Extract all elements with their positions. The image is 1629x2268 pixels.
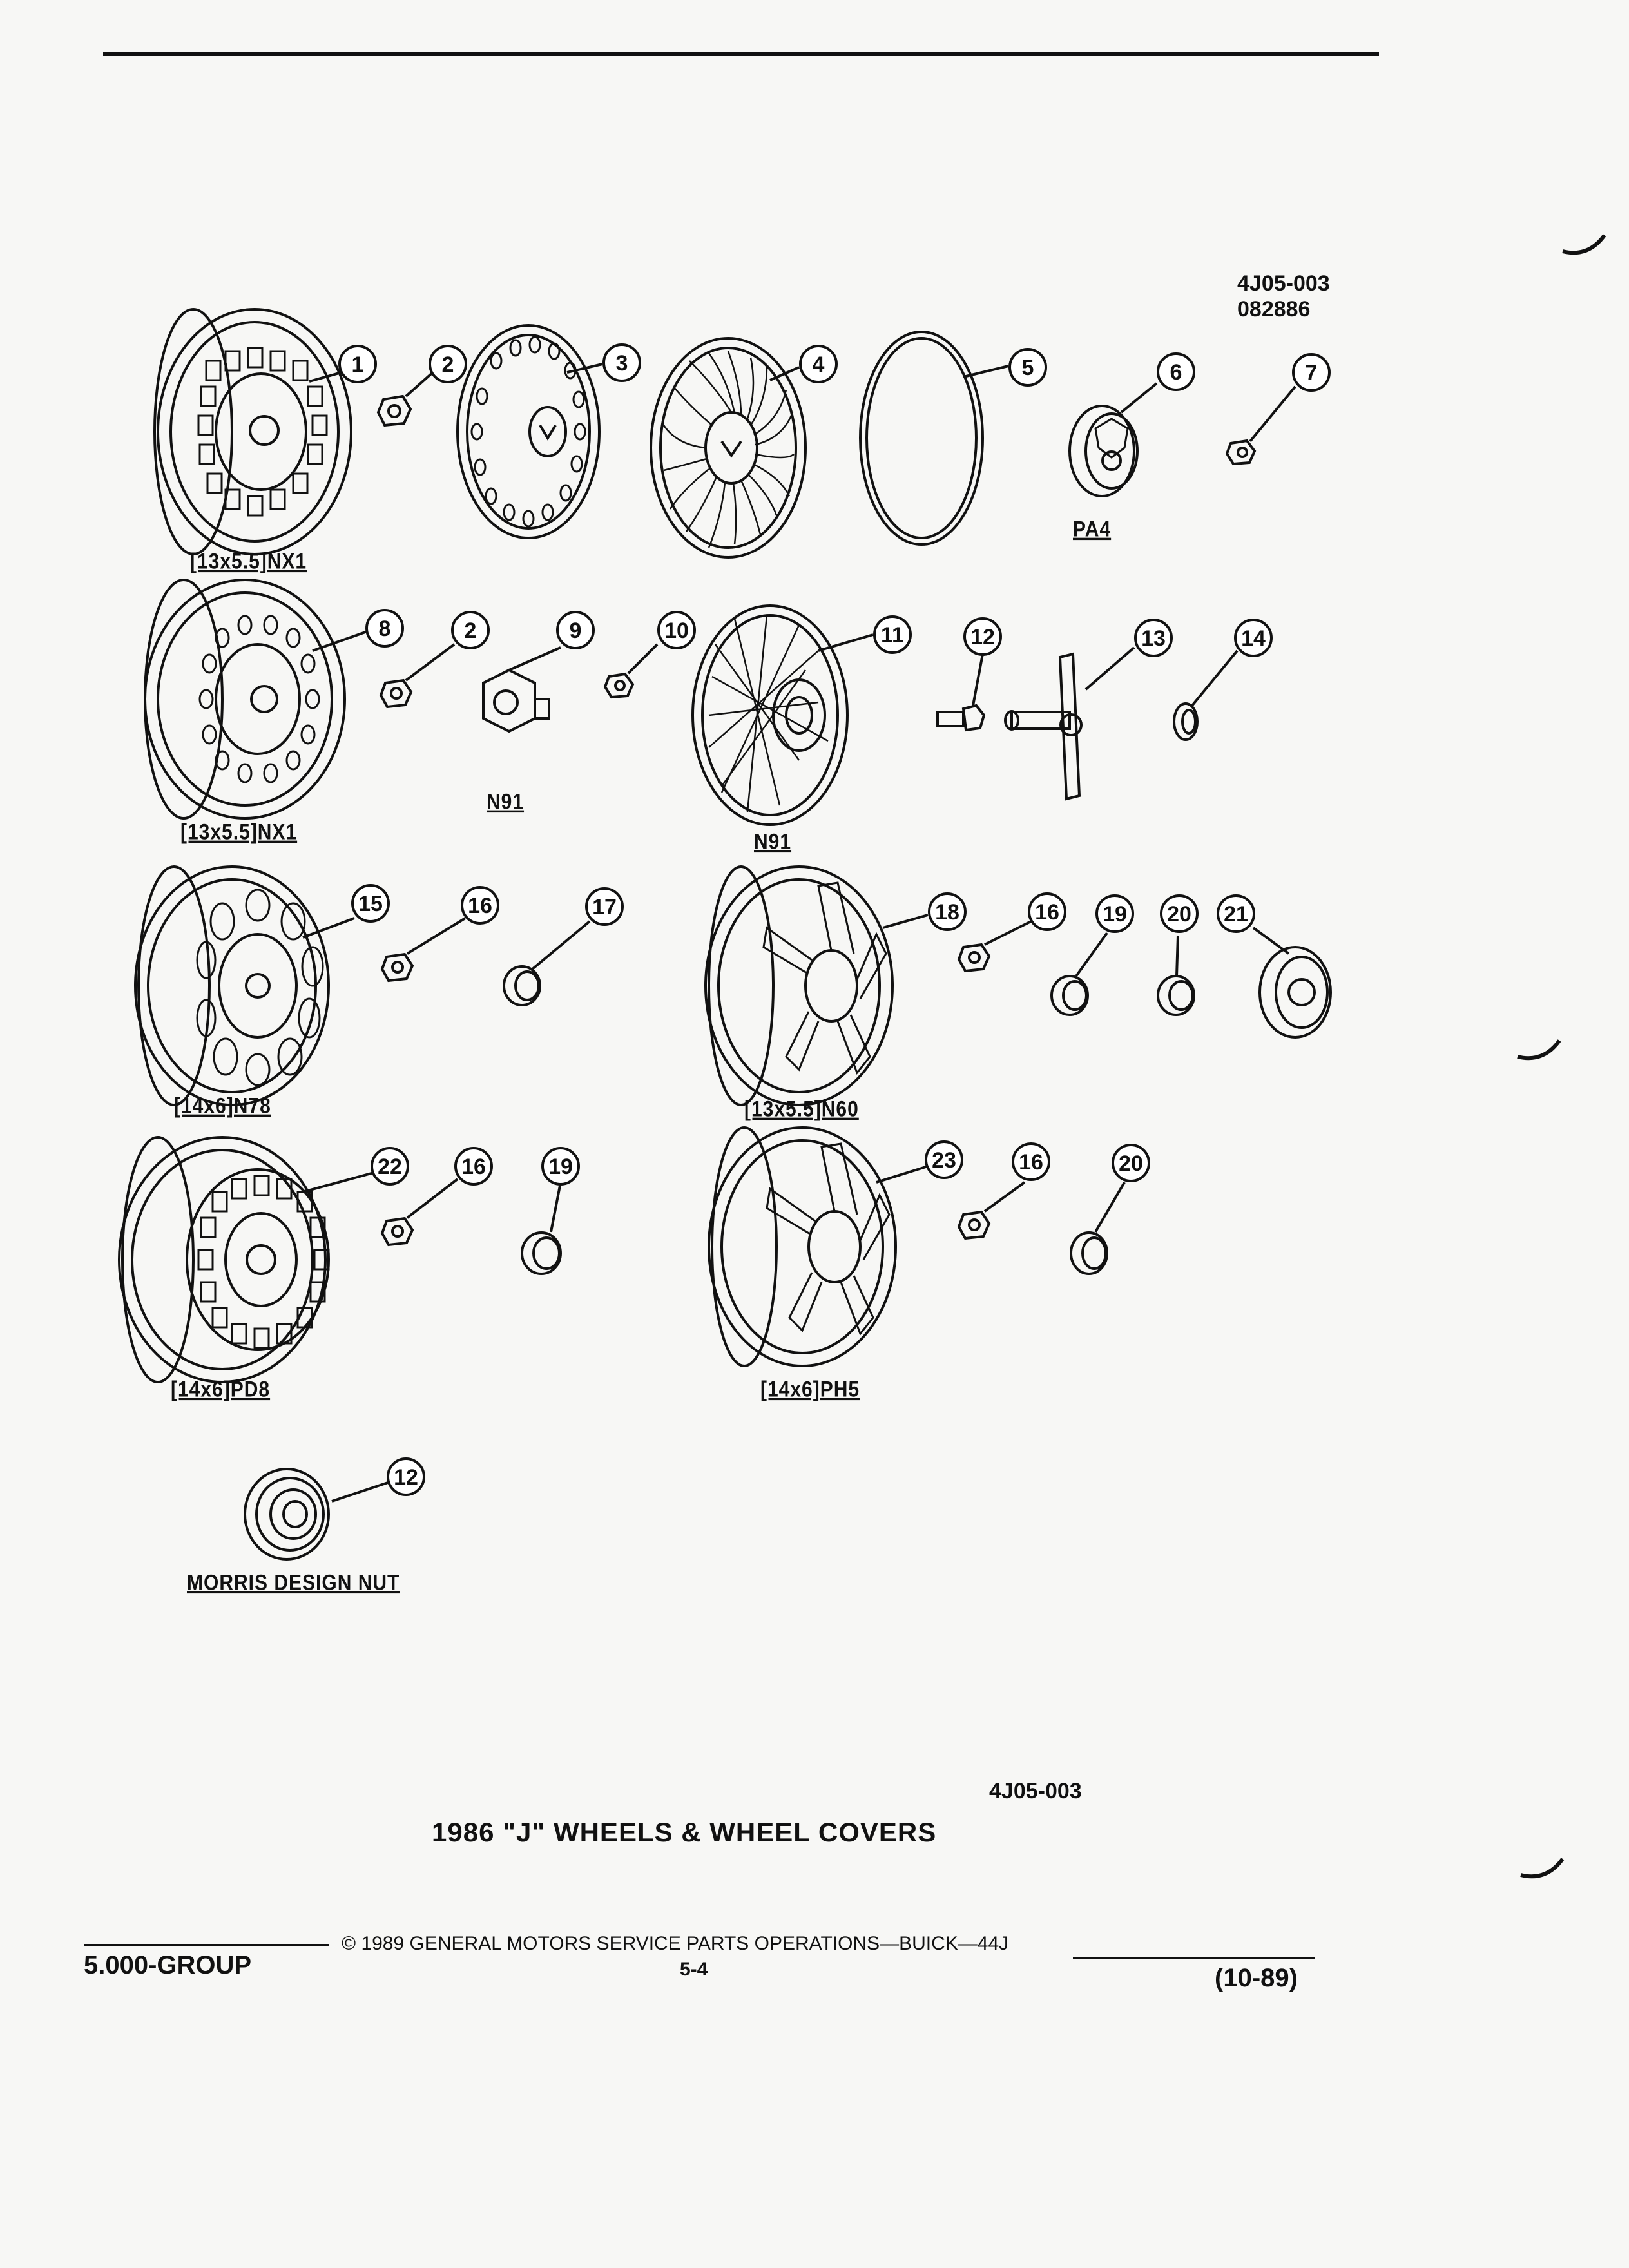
svg-text:9: 9 — [569, 619, 582, 643]
svg-text:3: 3 — [615, 351, 628, 376]
svg-text:22: 22 — [378, 1155, 402, 1179]
callout-19b — [543, 1148, 579, 1184]
svg-text:4: 4 — [812, 352, 825, 377]
wheel-18 — [706, 867, 928, 1105]
figure-code: 4J05-003 — [1237, 271, 1330, 296]
svg-text:16: 16 — [461, 1155, 486, 1179]
lock-nut-9 — [483, 648, 561, 731]
svg-text:2: 2 — [464, 619, 477, 643]
hub-cap-21 — [1253, 928, 1331, 1037]
trim-ring-5 — [860, 332, 1008, 544]
callout-17 — [586, 889, 622, 925]
callout-1 — [340, 346, 376, 382]
callout-13 — [1135, 620, 1171, 656]
callout-5 — [1010, 349, 1046, 385]
nut-16d — [959, 1182, 1025, 1238]
svg-text:12: 12 — [394, 1465, 418, 1490]
svg-text:7: 7 — [1305, 361, 1318, 385]
wire-wheel-cover-11 — [693, 606, 873, 825]
svg-text:8: 8 — [378, 617, 391, 641]
page-number: 5-4 — [680, 1959, 708, 1980]
center-cap-20b — [1071, 1182, 1124, 1274]
center-cap-19 — [1052, 933, 1107, 1015]
option-label: N91 — [754, 829, 792, 854]
svg-text:2: 2 — [441, 352, 454, 377]
option-label: [13x5.5]NX1 — [180, 820, 298, 845]
svg-text:13: 13 — [1141, 626, 1166, 651]
svg-text:23: 23 — [932, 1148, 956, 1173]
nut-2 — [378, 370, 435, 425]
hub-cap-6 — [1070, 383, 1157, 496]
wrench-13 — [1005, 648, 1134, 799]
callout-18 — [929, 894, 965, 930]
callout-7 — [1293, 354, 1329, 390]
callout-20b — [1113, 1145, 1149, 1181]
callout-9 — [557, 612, 593, 648]
option-label: PA4 — [1073, 517, 1112, 542]
option-label: [14x6]N78 — [174, 1093, 271, 1119]
section-group: 5.000-GROUP — [84, 1951, 252, 1979]
option-label: N91 — [487, 789, 525, 814]
svg-text:18: 18 — [935, 900, 959, 925]
svg-text:11: 11 — [881, 623, 904, 648]
callout-20 — [1161, 896, 1197, 932]
svg-text:15: 15 — [358, 892, 383, 916]
callout-12b — [388, 1459, 424, 1495]
option-label: [13x5.5]NX1 — [190, 549, 307, 574]
svg-text:12: 12 — [970, 625, 995, 649]
option-label: [14x6]PD8 — [171, 1377, 271, 1402]
binding-mark — [1514, 1031, 1566, 1070]
figure-code-bottom: 4J05-003 — [989, 1779, 1082, 1803]
callout-21 — [1218, 896, 1254, 932]
callout-4 — [800, 346, 836, 382]
footer-rule-right — [1073, 1957, 1315, 1959]
figure-date-code: 082886 — [1237, 297, 1311, 322]
wheel-cover-3 — [458, 325, 602, 538]
center-cap-20 — [1158, 936, 1194, 1015]
callout-2 — [430, 346, 466, 382]
copyright-notice: © 1989 GENERAL MOTORS SERVICE PARTS OPERATIONS—BUICK—44J — [342, 1933, 1009, 1954]
callout-2b — [452, 612, 488, 648]
wheel-15 — [135, 867, 354, 1105]
center-cap-19b — [522, 1182, 561, 1274]
callout-22 — [372, 1148, 408, 1184]
callout-3 — [604, 345, 640, 381]
svg-text:20: 20 — [1119, 1151, 1143, 1176]
lock-bolt-12 — [938, 654, 984, 730]
wheel-1 — [155, 309, 351, 554]
svg-text:21: 21 — [1224, 902, 1248, 927]
binding-mark — [1559, 226, 1611, 264]
option-label: [13x5.5]N60 — [744, 1097, 859, 1122]
nut-16b — [959, 921, 1031, 971]
binding-mark — [1518, 1849, 1569, 1888]
nut-16c — [382, 1179, 458, 1245]
svg-text:20: 20 — [1167, 902, 1191, 927]
callout-15 — [352, 885, 389, 921]
callout-16d — [1013, 1144, 1049, 1180]
svg-text:1: 1 — [351, 352, 364, 377]
revision-date: (10-89) — [1215, 1964, 1298, 1992]
nut-2b — [381, 644, 454, 707]
nut-10 — [605, 644, 657, 697]
svg-text:19: 19 — [548, 1155, 573, 1179]
option-label: [14x6]PH5 — [760, 1377, 860, 1402]
center-cap-17 — [504, 921, 590, 1005]
svg-text:17: 17 — [592, 895, 617, 919]
footer-rule-left — [84, 1944, 329, 1946]
svg-text:16: 16 — [468, 894, 492, 918]
callout-6 — [1158, 354, 1194, 390]
callout-11 — [874, 617, 911, 653]
callout-16a — [462, 887, 498, 923]
morris-design-nut — [245, 1469, 390, 1559]
callout-14 — [1235, 620, 1271, 656]
callout-10 — [659, 612, 695, 648]
callout-23 — [926, 1142, 962, 1178]
callout-16b — [1029, 894, 1065, 930]
svg-text:16: 16 — [1019, 1150, 1043, 1175]
nut-16a — [382, 918, 465, 981]
wheel-23 — [709, 1128, 928, 1366]
callout-8 — [367, 610, 403, 646]
svg-text:5: 5 — [1021, 356, 1034, 380]
nut-7 — [1227, 387, 1295, 464]
wheel-22 — [119, 1137, 374, 1382]
callout-16c — [456, 1148, 492, 1184]
callout-19 — [1097, 896, 1133, 932]
svg-text:19: 19 — [1103, 902, 1127, 927]
svg-text:10: 10 — [664, 619, 689, 643]
svg-text:16: 16 — [1035, 900, 1059, 925]
figure-title: 1986 "J" WHEELS & WHEEL COVERS — [432, 1817, 937, 1847]
option-label: MORRIS DESIGN NUT — [187, 1570, 400, 1595]
emblem-14 — [1174, 651, 1237, 740]
wheel-cover-4 — [651, 338, 805, 557]
svg-text:14: 14 — [1241, 626, 1266, 651]
wheel-8 — [145, 580, 367, 818]
callout-12 — [965, 619, 1001, 655]
svg-text:6: 6 — [1170, 360, 1182, 385]
